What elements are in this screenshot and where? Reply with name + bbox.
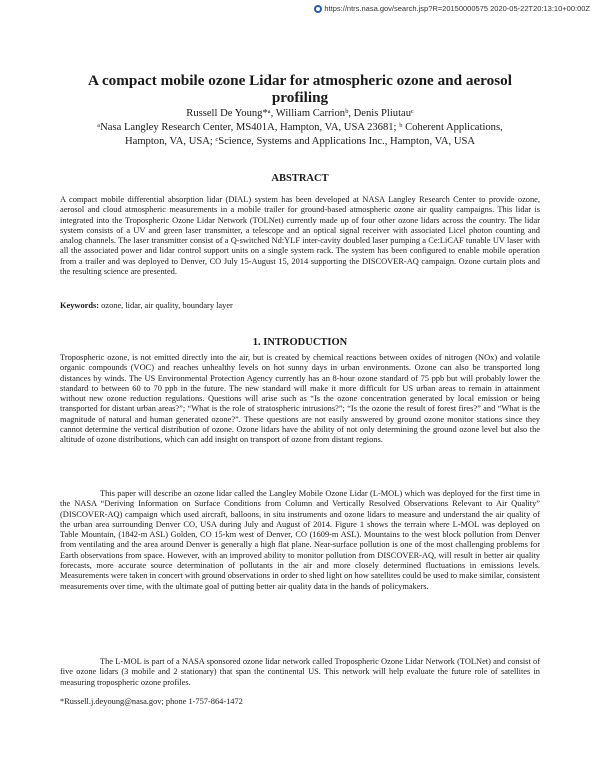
affiliation-line-2: Hampton, VA, USA; ᶜScience, Systems and Applications Inc., Hampton, VA, USA — [124, 135, 476, 147]
intro-paragraph-2: This paper will describe an ozone lidar called the Langley Mobile Ozone Lidar (L-MOL) which was deployed for the first time in the NASA “Deriving Information on Surface Conditions from Column and Vertically Resolved Observations Relevant to Air Quality” (DISCOVER-AQ) campaign which used aircraft, balloons, in situ instruments and ozone lidars to measure and understand the air quality of the urban area surrounding Denver CO, USA during July and August of 2014. Figure 1 shows the terrain where L-MOL was deployed on Table Mountain, (1842-m ASL) Golden, CO 15-km west of Denver, CO (1609-m ASL). Mountains to the west block pollution from Denver from ventilating and the area around Denver is generally a high flat plane. Near-surface pollution is one of the most challenging problems for Earth observations from space. However, with an improved ability to monitor pollution from DISCOVER-AQ, will result in better air quality forecasts, more accurate source determination of pollutants in the air and more closely determined fluctuations in emissions levels. Measurements were taken in concert with ground observations in order to shed light on how satellites could be used to make similar, consistent measurements over time, with the ultimate goal of putting better air quality data in the hands of policymakers. — [60, 489, 540, 591]
abstract-heading: ABSTRACT — [271, 173, 329, 184]
paper-title: A compact mobile ozone Lidar for atmospheric ozone and aerosol profiling — [88, 72, 512, 106]
intro-paragraph-3: The L-MOL is part of a NASA sponsored ozone lidar network called Tropospheric Ozone Lidar Network (TOLNet) and consist of five ozone lidars (3 mobile and 2 stationary) that span the continental US. This network will help evaluate the future role of satellites in measuring tropospheric ozone profiles. — [60, 657, 540, 687]
section-heading-introduction: 1. INTRODUCTION — [252, 337, 348, 348]
author-list: Russell De Young*ᵃ, William Carrionᵇ, Denis Pliutauᶜ — [186, 108, 414, 119]
keywords — [60, 301, 540, 311]
abstract-text: A compact mobile differential absorption lidar (DIAL) system has been developed at NASA Langley Research Center to provide ozone, aerosol and cloud atmospheric measurements in a mobile trailer for ground-based atmospheric ozone air quality campaigns. This lidar is integrated into the Tropospheric Ozone Lidar Network (TOLNet) currently made up of four other ozone lidars across the country. The lidar system consists of a UV and green laser transmitter, a telescope and an optical signal receiver with associated Licel photon counting and analog channels. The laser transmitter consist of a Q-switched Nd:YLF inter-cavity doubled laser pumping a Ce:LiCAF tunable UV laser with all the associated power and lidar control support units on a single system rack. The system has been configured to enable mobile operation from a trailer and was deployed to Denver, CO July 15-August 15, 2014 supporting the DISCOVER-AQ campaign. Ozone curtain plots and the resulting science are presented. — [60, 195, 540, 277]
ntrs-url[interactable]: https://ntrs.nasa.gov/search.jsp?R=20150000575 2020-05-22T20:13:10+00:00Z — [324, 4, 590, 13]
ntrs-logo-icon — [314, 5, 322, 13]
keywords-list: ozone, lidar, air quality, boundary layer — [99, 301, 233, 310]
keywords-label: Keywords: — [60, 301, 100, 310]
affiliation-line-1: ᵃNasa Langley Research Center, MS401A, Hampton, VA, USA 23681; ᵇ Coherent Applications, — [97, 122, 503, 133]
intro-paragraph-1: Tropospheric ozone, is not emitted directly into the air, but is created by chemical reactions between oxides of nitrogen (NOx) and volatile organic compounds (VOC) and reaches unhealthy levels on hot sunny days in urban environments. Ozone can also be transported long distances by winds. The US Environmental Protection Agency currently has an 8-hour ozone standard of 75 ppb but will probably lower the standard to between 60 to 70 ppb in the future. The new standard will make it more difficult for US urban areas to remain in attainment without new ozone reduction regulations. Questions will arise such as “Is the ozone concentration generated by local emission or being transported for distant urban areas?”; “What is the role of stratospheric intrusions?”; “Is the ozone the result of forest fires?” and “What is the magnitude of natural and human generated ozone?”. These questions are not easily answered by ground ozone monitor stations since they cannot determine the vertical distribution of ozone. Ozone lidars have the ability of not only determining the ground ozone level but also the altitude of ozone distributions, which can add insight on transport of ozone from distant regions. — [60, 353, 540, 445]
affiliations — [60, 121, 540, 148]
ntrs-stamp[interactable] — [314, 4, 590, 13]
corresponding-author-footnote: *Russell.j.deyoung@nasa.gov; phone 1-757-864-1472 — [60, 697, 243, 706]
